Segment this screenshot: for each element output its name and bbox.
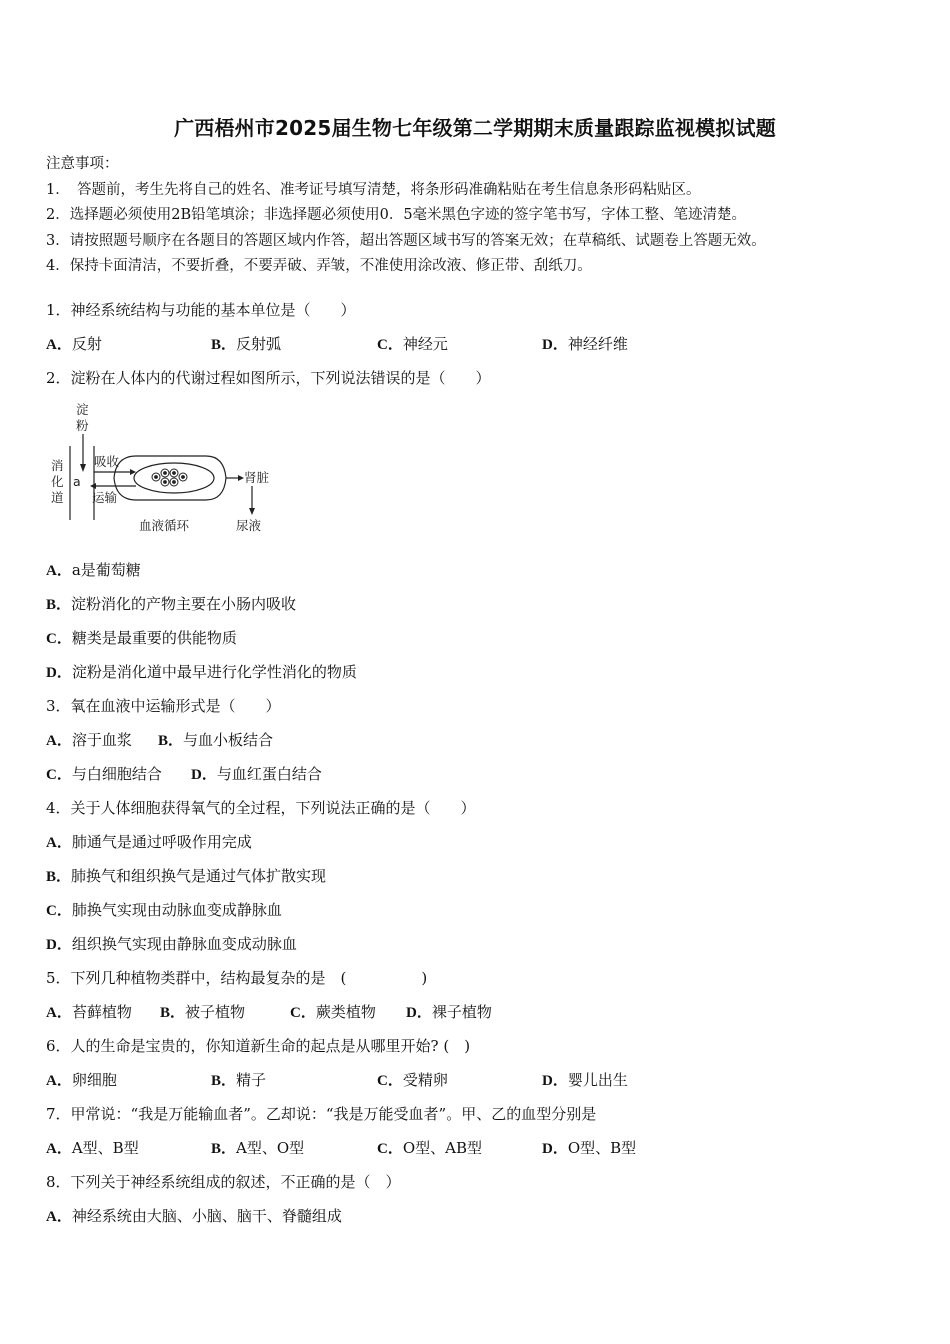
diagram-absorb-label: 吸收	[94, 454, 120, 469]
question-4-option-c[interactable]: C．肺换气实现由动脉血变成静脉血	[46, 901, 282, 919]
diagram-starch-char1: 淀	[76, 402, 89, 417]
notice-heading: 注意事项：	[46, 156, 119, 172]
option-d[interactable]: D．O型、B型	[542, 1139, 637, 1157]
question-2-option-d[interactable]: D．淀粉是消化道中最早进行化学性消化的物质	[46, 663, 357, 681]
option-d[interactable]: D．婴儿出生	[542, 1071, 628, 1089]
option-d[interactable]: D．与血红蛋白结合	[191, 765, 322, 783]
notice-item: 2．选择题必须使用2B铅笔填涂；非选择题必须使用0．5毫米黑色字迹的签字笔书写，字体工整、笔迹清楚。	[46, 207, 747, 223]
question-2-stem: 2．淀粉在人体内的代谢过程如图所示，下列说法错误的是（ ）	[46, 369, 491, 387]
notice-item: 4．保持卡面清洁，不要折叠，不要弄破、弄皱，不准使用涂改液、修正带、刮纸刀。	[46, 258, 592, 274]
diagram-a-label: a	[73, 474, 81, 489]
option-c[interactable]: C．与白细胞结合	[46, 765, 162, 783]
question-4-option-d[interactable]: D．组织换气实现由静脉血变成动脉血	[46, 935, 297, 953]
diagram-tract-char2: 化	[51, 474, 64, 489]
question-2-option-c[interactable]: C．糖类是最重要的供能物质	[46, 629, 237, 647]
question-4-option-b[interactable]: B．肺换气和组织换气是通过气体扩散实现	[46, 867, 327, 885]
option-a[interactable]: A．溶于血浆	[46, 731, 132, 749]
question-4-option-a[interactable]: A．肺通气是通过呼吸作用完成	[46, 833, 252, 851]
question-3-stem: 3．氧在血液中运输形式是（ ）	[46, 697, 281, 715]
question-1-stem: 1．神经系统结构与功能的基本单位是（ ）	[46, 301, 356, 319]
option-c[interactable]: C．受精卵	[377, 1071, 448, 1089]
diagram-circulation-label: 血液循环	[139, 518, 190, 533]
blood-cells	[152, 469, 187, 486]
option-a[interactable]: A．反射	[46, 335, 102, 353]
question-2-option-a[interactable]: A．a是葡萄糖	[46, 561, 141, 579]
question-4-stem: 4．关于人体细胞获得氧气的全过程，下列说法正确的是（ ）	[46, 799, 476, 817]
option-a[interactable]: A．苔藓植物	[46, 1003, 132, 1021]
diagram-starch-char2: 粉	[76, 418, 89, 433]
option-a[interactable]: A．A型、B型	[46, 1139, 139, 1157]
option-c[interactable]: C．O型、AB型	[377, 1139, 482, 1157]
option-b[interactable]: B．与血小板结合	[158, 731, 274, 749]
notice-item: 1． 答题前，考生先将自己的姓名、准考证号填写清楚，将条形码准确粘贴在考生信息条形码粘贴区。	[46, 181, 701, 198]
diagram-kidney-label: 肾脏	[244, 470, 270, 485]
option-c[interactable]: C．蕨类植物	[290, 1003, 376, 1021]
diagram-transport-label: 运输	[92, 490, 118, 505]
question-5-stem: 5．下列几种植物类群中，结构最复杂的是 ( )	[46, 969, 428, 987]
question-6-stem: 6．人的生命是宝贵的，你知道新生命的起点是从哪里开始? ( )	[46, 1037, 471, 1055]
option-a[interactable]: A．卵细胞	[46, 1071, 117, 1089]
diagram-tract-char3: 道	[51, 490, 64, 505]
option-c[interactable]: C．神经元	[377, 335, 448, 353]
option-b[interactable]: B．A型、O型	[211, 1139, 305, 1157]
notice-item: 3．请按照题号顺序在各题目的答题区域内作答，超出答题区域书写的答案无效；在草稿纸、试题卷上答题无效。	[46, 232, 766, 249]
option-b[interactable]: B．被子植物	[160, 1003, 246, 1021]
diagram-tract-char1: 消	[51, 458, 64, 473]
exam-title: 广西梧州市2025届生物七年级第二学期期末质量跟踪监视模拟试题	[174, 116, 776, 140]
diagram-urine-label: 尿液	[236, 518, 262, 533]
starch-metabolism-diagram	[46, 398, 286, 543]
notice-section	[46, 152, 916, 280]
option-d[interactable]: D．裸子植物	[406, 1003, 492, 1021]
question-2-option-b[interactable]: B．淀粉消化的产物主要在小肠内吸收	[46, 595, 297, 613]
option-b[interactable]: B．反射弧	[211, 335, 282, 353]
question-7-stem: 7．甲常说：“我是万能输血者”。乙却说：“我是万能受血者”。甲、乙的血型分别是	[46, 1105, 597, 1123]
question-8-option-a[interactable]: A．神经系统由大脑、小脑、脑干、脊髓组成	[46, 1207, 342, 1225]
option-b[interactable]: B．精子	[211, 1071, 267, 1089]
question-8-stem: 8．下列关于神经系统组成的叙述，不正确的是（ ）	[46, 1173, 401, 1191]
option-d[interactable]: D．神经纤维	[542, 335, 628, 353]
